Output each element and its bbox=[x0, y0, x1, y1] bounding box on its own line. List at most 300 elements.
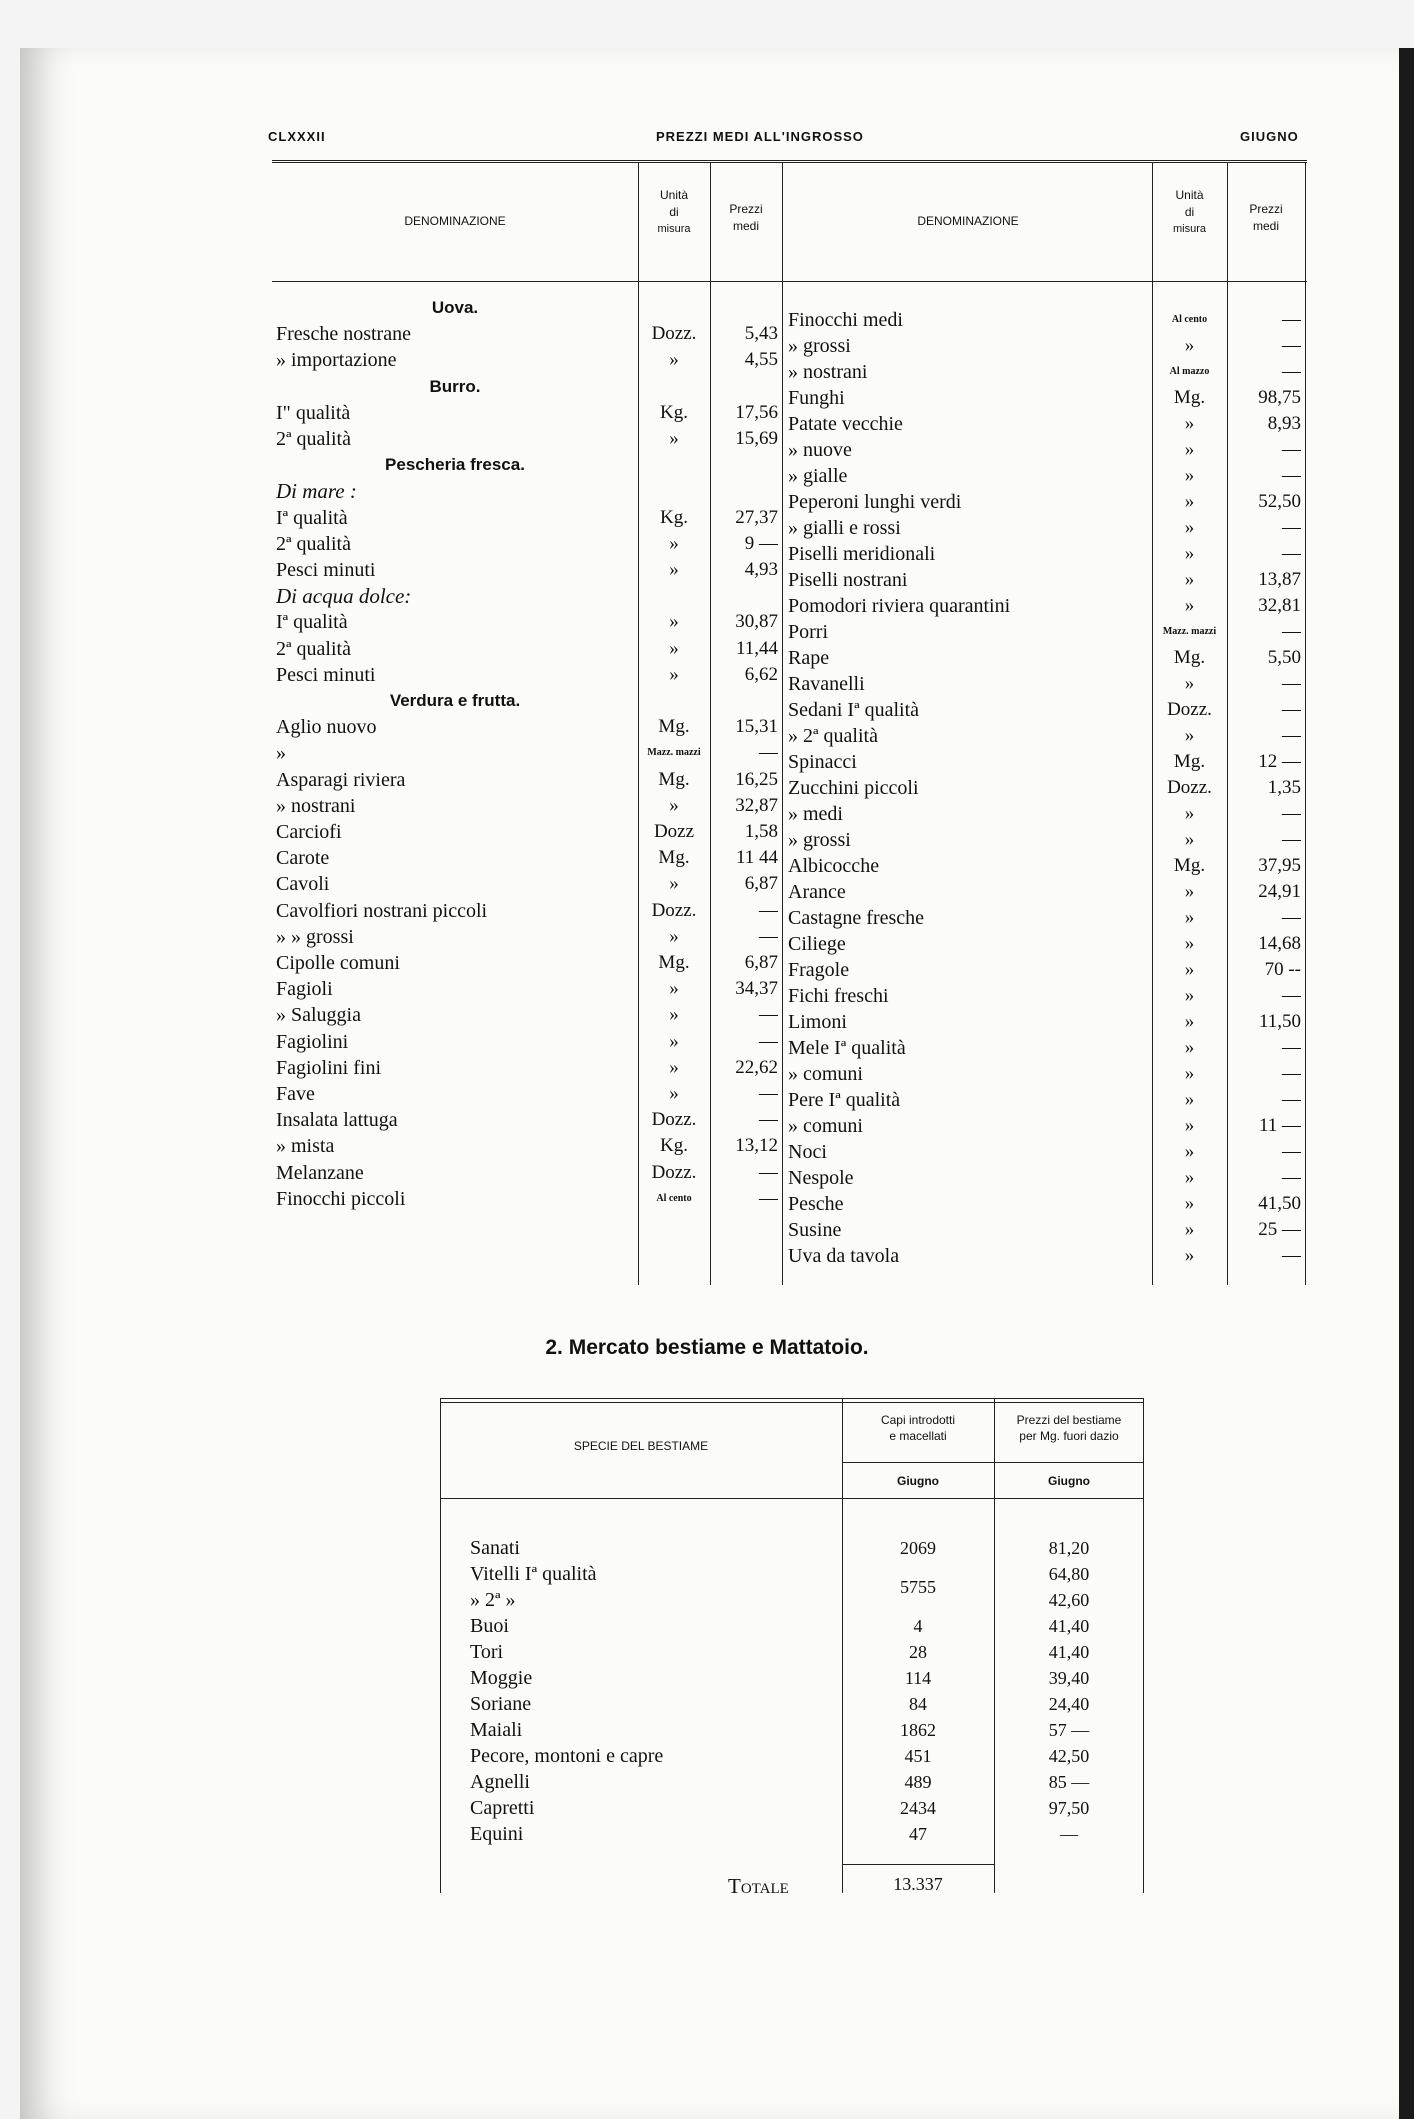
row-name: Pere Iª qualità bbox=[788, 1089, 901, 1111]
row-name: Pesci minuti bbox=[276, 663, 376, 686]
row-name: » nostrani bbox=[788, 361, 868, 383]
row-price: — bbox=[1282, 725, 1301, 746]
row-prezzo: 41,40 bbox=[1048, 1642, 1090, 1662]
row-name: » grossi bbox=[788, 335, 851, 357]
row-unit: » bbox=[669, 1004, 679, 1026]
table-row bbox=[272, 853, 1307, 879]
row-unit: » bbox=[1184, 881, 1195, 902]
table-row bbox=[272, 1139, 1307, 1165]
row-unit: » bbox=[669, 532, 679, 554]
row-species: Sanati bbox=[470, 1537, 520, 1559]
row-unit: Mg. bbox=[658, 952, 690, 973]
row-unit: » bbox=[1184, 673, 1195, 694]
row-unit: » bbox=[669, 559, 679, 580]
table-row bbox=[272, 1191, 1307, 1217]
row-species: Equini bbox=[470, 1823, 524, 1845]
row-price: 34,37 bbox=[735, 978, 778, 1000]
table-row bbox=[272, 1009, 1307, 1035]
table-row bbox=[272, 385, 1307, 411]
row-name: Limoni bbox=[788, 1011, 847, 1033]
row-capi: 5755 bbox=[900, 1577, 936, 1597]
row-name: Melanzane bbox=[276, 1161, 364, 1184]
row-prezzo: 24,40 bbox=[1048, 1694, 1090, 1714]
row-species: Moggie bbox=[470, 1667, 533, 1689]
table-row bbox=[272, 827, 1307, 853]
row-unit: » bbox=[1184, 959, 1195, 980]
row-name: » comuni bbox=[788, 1115, 863, 1137]
row-price: 14,68 bbox=[1258, 933, 1301, 954]
row-prezzo: 81,20 bbox=[1048, 1538, 1090, 1558]
row-unit: Al cento bbox=[656, 1192, 692, 1204]
page-title: PREZZI MEDI ALL'INGROSSO bbox=[656, 129, 864, 144]
row-price: 15,31 bbox=[735, 716, 778, 738]
row-price: 27,37 bbox=[735, 506, 778, 528]
row-price: 11,50 bbox=[1258, 1011, 1301, 1032]
table-row bbox=[272, 489, 1307, 515]
row-unit: Mg. bbox=[658, 847, 690, 869]
row-unit: » bbox=[1184, 1167, 1195, 1188]
row-name: Pesche bbox=[788, 1193, 844, 1215]
row-capi: 4 bbox=[913, 1616, 923, 1636]
row-name: » mista bbox=[276, 1135, 335, 1158]
row-unit: » bbox=[669, 611, 679, 633]
row-name: Cavoli bbox=[276, 873, 330, 896]
row-unit: » bbox=[1184, 933, 1195, 954]
col-specie: SPECIE DEL BESTIAME bbox=[573, 1439, 709, 1453]
row-price: — bbox=[1282, 543, 1301, 564]
row-unit: » bbox=[1184, 829, 1195, 850]
row-price: — bbox=[1282, 907, 1301, 928]
row-price: 25 — bbox=[1258, 1219, 1301, 1240]
row-price: — bbox=[759, 1004, 778, 1026]
row-unit: Mg. bbox=[1173, 751, 1206, 772]
row-name: Fragole bbox=[788, 959, 850, 981]
row-species: Tori bbox=[470, 1641, 504, 1663]
row-name: Fagioli bbox=[276, 978, 333, 1001]
row-name: » gialli e rossi bbox=[788, 517, 901, 539]
row-price: — bbox=[1282, 621, 1301, 642]
row-price: — bbox=[1282, 1167, 1301, 1188]
table-row bbox=[272, 411, 1307, 437]
row-price: 13,87 bbox=[1258, 569, 1301, 590]
row-name: » nostrani bbox=[276, 794, 356, 817]
row-unit: Dozz. bbox=[651, 1161, 697, 1183]
row-name: » Saluggia bbox=[276, 1004, 361, 1027]
row-name: Rape bbox=[788, 647, 830, 669]
row-unit: Al mazzo bbox=[1169, 366, 1210, 377]
row-name: Albicocche bbox=[788, 855, 880, 877]
row-price: 9 — bbox=[744, 532, 778, 554]
row-price: 30,87 bbox=[735, 611, 778, 633]
row-price: 32,87 bbox=[735, 794, 778, 816]
row-price: 98,75 bbox=[1258, 387, 1301, 408]
row-unit: » bbox=[1184, 1219, 1195, 1240]
table-row bbox=[272, 463, 1307, 489]
col-prezzi-bestiame: Prezzi del bestiame per Mg. fuori dazio bbox=[1016, 1413, 1122, 1443]
row-unit: Dozz. bbox=[651, 1109, 697, 1131]
row-name: » comuni bbox=[788, 1063, 863, 1085]
table-row bbox=[440, 1718, 1144, 1743]
row-name: Di mare : bbox=[276, 479, 357, 504]
row-price: 13,12 bbox=[735, 1135, 778, 1157]
row-name: Iª qualità bbox=[276, 611, 348, 634]
row-unit: » bbox=[669, 1030, 679, 1052]
row-name: Zucchini piccoli bbox=[788, 777, 919, 799]
table-row bbox=[272, 723, 1307, 749]
row-price: — bbox=[1282, 361, 1301, 382]
row-name: Noci bbox=[788, 1141, 827, 1163]
row-price: 24,91 bbox=[1258, 881, 1301, 902]
row-species: Pecore, montoni e capre bbox=[470, 1745, 664, 1767]
row-unit: » bbox=[1184, 907, 1195, 928]
table-row bbox=[440, 1577, 1144, 1613]
row-price: 32,81 bbox=[1258, 595, 1301, 616]
row-name: Uova. bbox=[431, 298, 479, 317]
row-name: Fagiolini bbox=[276, 1030, 349, 1053]
row-price: 6,62 bbox=[744, 663, 778, 685]
col-unita-right: Unità di misura bbox=[1172, 188, 1206, 235]
row-name: Spinacci bbox=[788, 751, 857, 773]
table-row bbox=[272, 593, 1307, 619]
row-price: — bbox=[1282, 699, 1301, 720]
row-price: — bbox=[1282, 1063, 1301, 1084]
row-name: Cavolfiori nostrani piccoli bbox=[276, 899, 488, 922]
row-name: » grossi bbox=[788, 829, 851, 851]
row-unit: » bbox=[669, 873, 679, 895]
table-row bbox=[272, 957, 1307, 983]
row-prezzo: 41,40 bbox=[1048, 1616, 1090, 1636]
col-capi: Capi introdotti e macellati bbox=[880, 1413, 956, 1443]
row-name: Funghi bbox=[788, 387, 845, 409]
row-price: — bbox=[759, 1161, 778, 1183]
table-row bbox=[272, 931, 1307, 957]
row-price: — bbox=[759, 1030, 778, 1052]
row-unit: Dozz. bbox=[1167, 699, 1212, 720]
row-name: Peperoni lunghi verdi bbox=[788, 491, 962, 513]
row-name: Fresche nostrane bbox=[276, 323, 411, 346]
row-prezzo: 39,40 bbox=[1048, 1668, 1090, 1688]
row-price: — bbox=[759, 925, 778, 947]
row-species: Capretti bbox=[470, 1797, 535, 1819]
table-row bbox=[272, 307, 1307, 333]
row-price: 1,58 bbox=[744, 821, 778, 842]
table-row bbox=[440, 1692, 1144, 1717]
row-price: 5,43 bbox=[744, 323, 778, 345]
row-name: » nuove bbox=[788, 439, 852, 461]
row-unit: » bbox=[1184, 803, 1195, 824]
col-denominazione-right: DENOMINAZIONE bbox=[917, 214, 1019, 228]
row-unit: » bbox=[1184, 1115, 1195, 1136]
row-name: Iª qualità bbox=[276, 506, 348, 529]
row-unit: » bbox=[669, 349, 679, 371]
row-name: Carciofi bbox=[276, 821, 342, 843]
table-row bbox=[272, 671, 1307, 697]
table-row bbox=[272, 437, 1307, 463]
row-price: 11 — bbox=[1258, 1115, 1301, 1136]
row-unit: » bbox=[669, 663, 679, 685]
row-unit: Kg. bbox=[660, 401, 688, 423]
row-prezzo: 85 — bbox=[1048, 1772, 1090, 1792]
row-prezzo: 64,80 bbox=[1048, 1564, 1090, 1584]
row-price: 16,25 bbox=[735, 768, 778, 790]
row-unit: » bbox=[1184, 725, 1195, 746]
table-row bbox=[440, 1744, 1144, 1769]
scan-border-left bbox=[0, 48, 20, 2119]
row-unit: » bbox=[1184, 413, 1195, 434]
row-name: Pesci minuti bbox=[276, 559, 376, 581]
row-name: Patate vecchie bbox=[788, 413, 903, 435]
table-row bbox=[272, 333, 1307, 359]
row-name: Piselli meridionali bbox=[788, 543, 936, 565]
row-prezzo: 97,50 bbox=[1048, 1798, 1090, 1818]
table-row bbox=[272, 697, 1307, 723]
row-price: — bbox=[1282, 1089, 1301, 1110]
livestock-title: 2. Mercato bestiame e Mattatoio. bbox=[545, 1336, 869, 1359]
row-unit: » bbox=[1184, 439, 1195, 460]
row-price: 8,93 bbox=[1267, 413, 1301, 434]
row-unit: Mg. bbox=[658, 768, 690, 790]
table-row bbox=[272, 749, 1307, 775]
row-price: — bbox=[1282, 517, 1301, 538]
row-unit: Kg. bbox=[660, 1135, 688, 1157]
row-price: 5,50 bbox=[1267, 647, 1301, 668]
row-name: » gialle bbox=[788, 465, 848, 487]
row-price: — bbox=[1282, 1245, 1301, 1266]
row-unit: » bbox=[669, 1056, 679, 1078]
row-name: » bbox=[276, 742, 286, 765]
row-unit: » bbox=[1184, 1037, 1195, 1058]
row-price: — bbox=[1282, 1037, 1301, 1058]
livestock-table bbox=[440, 1398, 1144, 1898]
row-name: Porri bbox=[788, 621, 828, 643]
row-unit: Al cento bbox=[1171, 314, 1208, 325]
col-denominazione-left: DENOMINAZIONE bbox=[404, 214, 506, 228]
row-price: 1,35 bbox=[1267, 777, 1301, 798]
row-unit: » bbox=[1184, 985, 1195, 1006]
row-species: Vitelli Iª qualità bbox=[470, 1563, 597, 1585]
row-price: — bbox=[1282, 465, 1301, 486]
table-row bbox=[272, 541, 1307, 567]
table-row bbox=[272, 619, 1307, 645]
table-row bbox=[440, 1562, 1144, 1587]
total-value: 13.337 bbox=[893, 1874, 943, 1894]
row-unit: » bbox=[669, 428, 679, 449]
row-price: 11,44 bbox=[735, 637, 778, 659]
table-row bbox=[440, 1770, 1144, 1795]
row-unit: » bbox=[669, 637, 679, 659]
row-unit: » bbox=[1184, 335, 1195, 356]
row-name: Fave bbox=[276, 1083, 315, 1105]
row-name: » medi bbox=[788, 803, 843, 825]
row-name: » importazione bbox=[276, 349, 397, 372]
table-row bbox=[272, 1087, 1307, 1113]
row-price: — bbox=[1282, 803, 1301, 824]
row-name: Ciliege bbox=[788, 933, 846, 955]
row-name: Cipolle comuni bbox=[276, 952, 400, 974]
row-name: Di acqua dolce: bbox=[276, 584, 412, 609]
row-name: Finocchi medi bbox=[788, 309, 903, 331]
price-table bbox=[272, 160, 1307, 1285]
row-unit: » bbox=[1184, 595, 1195, 616]
row-name: Fagiolini fini bbox=[276, 1056, 381, 1079]
row-price: 4,55 bbox=[744, 349, 778, 371]
table-row bbox=[272, 905, 1307, 931]
row-capi: 114 bbox=[904, 1668, 932, 1688]
table-row bbox=[272, 515, 1307, 541]
row-unit: » bbox=[1184, 465, 1195, 486]
row-unit: Dozz. bbox=[651, 323, 697, 345]
row-name: Nespole bbox=[788, 1167, 854, 1189]
table-row bbox=[272, 567, 1307, 593]
row-unit: » bbox=[1184, 569, 1195, 590]
row-name: Mele Iª qualità bbox=[788, 1037, 906, 1059]
table-row bbox=[272, 775, 1307, 801]
row-unit: » bbox=[1184, 543, 1195, 564]
total-label: Totale bbox=[728, 1874, 789, 1898]
table-row bbox=[272, 1035, 1307, 1061]
table-row bbox=[272, 645, 1307, 671]
row-unit: Mazz. mazzi bbox=[647, 747, 701, 759]
col-unita-left: Unità di misura bbox=[657, 188, 691, 235]
row-unit: Mazz. mazzi bbox=[1162, 626, 1217, 637]
row-name: Verdura e frutta. bbox=[389, 691, 521, 710]
row-name: Ravanelli bbox=[788, 673, 865, 695]
row-price: — bbox=[759, 1109, 778, 1131]
col-prezzi-right: Prezzi medi bbox=[1249, 202, 1283, 233]
row-capi: 2434 bbox=[900, 1798, 936, 1818]
row-price: 4,93 bbox=[744, 559, 778, 580]
row-capi: 2069 bbox=[900, 1538, 936, 1558]
row-unit: » bbox=[1184, 491, 1195, 512]
row-name: » » grossi bbox=[276, 925, 354, 948]
row-unit: » bbox=[669, 925, 679, 947]
row-price: — bbox=[1282, 439, 1301, 460]
table-row bbox=[272, 801, 1307, 827]
row-price: — bbox=[759, 1187, 778, 1209]
page-number: CLXXXII bbox=[268, 129, 326, 144]
row-price: — bbox=[1282, 335, 1301, 356]
row-price: 12 — bbox=[1258, 751, 1301, 772]
row-unit: Dozz. bbox=[1167, 777, 1212, 798]
row-capi: 47 bbox=[909, 1824, 927, 1844]
table-row bbox=[272, 983, 1307, 1009]
row-unit: Mg. bbox=[1173, 647, 1206, 668]
page-month: GIUGNO bbox=[1240, 129, 1299, 144]
row-price: — bbox=[759, 742, 778, 764]
month-prezzi: Giugno bbox=[1048, 1474, 1090, 1488]
row-name: Pomodori riviera quarantini bbox=[788, 595, 1011, 617]
table-row bbox=[440, 1796, 1144, 1821]
row-species: » 2ª » bbox=[470, 1589, 516, 1611]
row-unit: » bbox=[1184, 517, 1195, 538]
row-species: Agnelli bbox=[470, 1771, 530, 1793]
table-row bbox=[272, 879, 1307, 905]
row-unit: » bbox=[1184, 1011, 1195, 1032]
row-name: I" qualità bbox=[276, 401, 351, 424]
row-name: Susine bbox=[788, 1219, 842, 1241]
table-row bbox=[440, 1536, 1144, 1561]
table-row bbox=[272, 1217, 1307, 1243]
row-name: Sedani Iª qualità bbox=[788, 699, 920, 721]
row-price: 11 44 bbox=[735, 847, 778, 869]
row-price: 70 -- bbox=[1264, 959, 1301, 980]
table-row bbox=[440, 1666, 1144, 1691]
row-prezzo: 42,60 bbox=[1048, 1590, 1090, 1610]
table-row bbox=[272, 1243, 1307, 1269]
row-name: Finocchi piccoli bbox=[276, 1187, 406, 1210]
row-capi: 489 bbox=[904, 1772, 932, 1792]
row-price: 37,95 bbox=[1258, 855, 1301, 876]
row-price: — bbox=[1282, 673, 1301, 694]
row-unit: » bbox=[1184, 1141, 1195, 1162]
row-unit: » bbox=[669, 1083, 679, 1104]
row-name: Uva da tavola bbox=[788, 1245, 900, 1267]
row-price: 52,50 bbox=[1258, 491, 1301, 512]
row-prezzo: 42,50 bbox=[1048, 1746, 1090, 1766]
row-capi: 1862 bbox=[900, 1720, 936, 1740]
row-unit: » bbox=[1184, 1063, 1195, 1084]
table-row bbox=[440, 1822, 1144, 1847]
row-price: 15,69 bbox=[735, 428, 778, 449]
row-species: Soriane bbox=[470, 1693, 532, 1715]
col-prezzi-left: Prezzi medi bbox=[729, 202, 763, 233]
row-price: 6,87 bbox=[744, 952, 778, 973]
row-capi: 28 bbox=[909, 1642, 927, 1662]
row-species: Buoi bbox=[470, 1615, 509, 1637]
row-name: 2ª qualità bbox=[276, 637, 351, 660]
table-row bbox=[272, 359, 1307, 385]
row-prezzo: — bbox=[1060, 1824, 1078, 1844]
row-unit: Mg. bbox=[1173, 855, 1206, 876]
row-unit: » bbox=[1184, 1193, 1195, 1214]
row-price: — bbox=[759, 1083, 778, 1104]
row-prezzo: 57 — bbox=[1048, 1720, 1090, 1740]
row-unit: Mg. bbox=[1173, 387, 1206, 408]
table-row bbox=[272, 1165, 1307, 1191]
row-price: 6,87 bbox=[744, 873, 778, 895]
row-name: Carote bbox=[276, 847, 330, 870]
row-price: — bbox=[1282, 985, 1301, 1006]
row-name: Pescheria fresca. bbox=[385, 455, 525, 475]
row-unit: » bbox=[1184, 1089, 1195, 1110]
row-price: — bbox=[1282, 309, 1301, 330]
row-unit: Dozz bbox=[653, 821, 695, 842]
table-row bbox=[272, 1061, 1307, 1087]
row-unit: Kg. bbox=[660, 506, 688, 528]
row-name: » 2ª qualità bbox=[788, 725, 878, 747]
row-unit: Dozz. bbox=[651, 899, 697, 921]
row-name: Aglio nuovo bbox=[276, 716, 377, 739]
table-row bbox=[272, 1113, 1307, 1139]
row-unit: » bbox=[669, 794, 679, 816]
row-name: Arance bbox=[788, 881, 846, 903]
row-price: 41,50 bbox=[1258, 1193, 1301, 1214]
row-unit: Mg. bbox=[658, 716, 690, 738]
row-capi: 84 bbox=[909, 1694, 927, 1714]
row-name: Fichi freschi bbox=[788, 985, 889, 1007]
table-row bbox=[440, 1614, 1144, 1639]
row-name: Insalata lattuga bbox=[276, 1109, 398, 1132]
scan-border-top bbox=[0, 0, 1414, 48]
row-name: Piselli nostrani bbox=[788, 569, 908, 591]
row-unit: » bbox=[1184, 1245, 1195, 1266]
table-row bbox=[440, 1640, 1144, 1665]
row-name: 2ª qualità bbox=[276, 428, 351, 450]
row-price: — bbox=[1282, 829, 1301, 850]
row-price: — bbox=[1282, 1141, 1301, 1162]
row-name: 2ª qualità bbox=[276, 532, 351, 555]
row-price: 17,56 bbox=[735, 401, 778, 423]
